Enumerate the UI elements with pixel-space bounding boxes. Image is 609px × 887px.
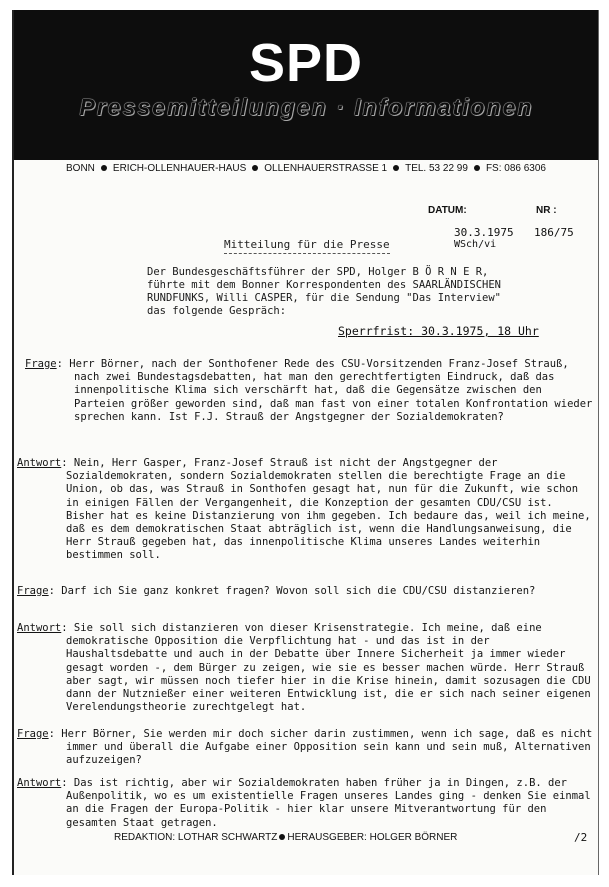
question-label: Frage [17, 728, 49, 740]
question-label: Frage [17, 585, 49, 597]
answer-label: Antwort [17, 457, 62, 469]
tel-label: TEL. [405, 163, 427, 174]
initials: WSch/vi [454, 239, 497, 250]
page-number: /2 [574, 831, 588, 844]
bullet-icon [101, 165, 107, 171]
answer-1: Antwort: Nein, Herr Gasper, Franz-Josef Strauß ist nicht der Angstgegner der Sozialdemokraten, sondern Sozialdemokraten stellen die berechtigte Frage an die Union, ob das, was Strauß in Sonthofen gesagt hat, nun für die Zukunft, wie schon in einigen Fällen der Vergangenheit, die Konzeption der gesamten CDU/CSU ist. Bisher hat es keine Distanzierung von ihm gegeben. Ich bedaure das, weil ich meine, daß es dem demokratischen Staat abträglich ist, wenn die Handlungsanweisung, die Herr Strauß gegeben hat, das innenpolitische Klima unseres Landes weiterhin bestimmen soll. [17, 457, 591, 562]
masthead [14, 10, 598, 160]
masthead-subtitle: Pressemitteilungen · Informationen [79, 94, 534, 120]
question-text: Darf ich Sie ganz konkret fragen? Wovon soll sich die CDU/CSU distanzieren? [61, 585, 536, 597]
question-3: Frage: Herr Börner, Sie werden mir doch sicher darin zustimmen, wenn ich sage, daß es nicht immer und überall die Aufgabe einer Opposition sein kann und sein muß, Alternativen aufzuzeigen? [17, 728, 593, 767]
address-line [14, 163, 598, 174]
footer-credits [114, 832, 457, 843]
answer-text: Sie soll sich distanzieren von dieser Krisenstrategie. Ich meine, daß eine demokratische Opposition die Verpflichtung hat - und das ist in der Haushaltsdebatte und auch in der Debatte über Innere Sicherheit ja immer wieder gesagt worden -, dem Bürger zu zeigen, wie sie es besser machen würde. Herr Strauß aber sagt, wir müssen noch tiefer hier in die Krise hinein, damit sozusagen die CDU dann der Nutznießer einer weiteren Entwicklung ist, die er sich nach seiner eigenen Verelendungstheorie zurechtgelegt hat. [66, 622, 591, 714]
address-city: BONN [66, 163, 95, 174]
footer-herausgeber: HERAUSGEBER: HOLGER BÖRNER [287, 832, 458, 843]
bullet-icon [252, 165, 258, 171]
address-house: ERICH-OLLENHAUER-HAUS [112, 163, 247, 174]
answer-label: Antwort [17, 622, 62, 634]
tel-number: 53 22 99 [429, 163, 468, 174]
datum-label: DATUM: [428, 205, 467, 216]
answer-3: Antwort: Das ist richtig, aber wir Sozialdemokraten haben früher ja in Dingen, z.B. der Außenpolitik, wo es um existentielle Fragen unseres Landes ging - denken Sie einmal an die Fragen der Europa-Politik - hier klar unsere Mitverantwortung für den gesamten Staat getragen. [17, 777, 591, 829]
answer-2: Antwort: Sie soll sich distanzieren von dieser Krisenstrategie. Ich meine, daß eine demokratische Opposition die Verpflichtung hat - und das ist in der Haushaltsdebatte und auch in der Debatte über Innere Sicherheit ja immer wieder gesagt worden -, dem Bürger zu zeigen, wie sie es besser machen würde. Herr Strauß aber sagt, wir müssen noch tiefer hier in die Krise hinein, damit sozusagen die CDU dann der Nutznießer einer weiteren Entwicklung ist, die er sich nach seiner eigenen Verelendungstheorie zurechtgelegt hat. [17, 622, 591, 714]
answer-label: Antwort [17, 777, 62, 789]
embargo-line: Sperrfrist: 30.3.1975, 18 Uhr [338, 324, 539, 338]
answer-text: Das ist richtig, aber wir Sozialdemokraten haben früher ja in Dingen, z.B. der Außenpolitik, wo es um existentielle Fragen unseres Landes ging - denken Sie einmal an die Fragen der Europa-Politik - hier klar unsere Mitverantwortung für den gesamten Staat getragen. [66, 777, 591, 829]
release-heading: Mitteilung für die Presse [224, 238, 390, 254]
answer-text: Nein, Herr Gasper, Franz-Josef Strauß ist nicht der Angstgegner der Sozialdemokraten, sondern Sozialdemokraten stellen die berechtigte Frage an die Union, ob das, was Strauß in Sonthofen gesagt hat, nun für die Zukunft, wie schon in einigen Fällen der Vergangenheit, die Konzeption der gesamten CDU/CSU ist. Bisher hat es keine Distanzierung von ihm gegeben. Ich bedaure das, weil ich meine, daß es dem demokratischen Staat abträglich ist, wenn die Handlungsanweisung, die Herr Strauß gegeben hat, das innenpolitische Klima unseres Landes weiterhin bestimmen soll. [66, 457, 591, 562]
question-label: Frage [25, 358, 57, 370]
question-2: Frage: Darf ich Sie ganz konkret fragen? Wovon soll sich die CDU/CSU distanzieren? [17, 585, 536, 597]
nr-value: 186/75 [534, 226, 574, 239]
bullet-icon [474, 165, 480, 171]
fs-label: FS: [485, 163, 502, 174]
press-release-page [12, 10, 599, 875]
question-1: Frage: Herr Börner, nach der Sonthofener Rede des CSU-Vorsitzenden Franz-Josef Strauß, nach zwei Bundestagsdebatten, hat man den gerechtfertigten Eindruck, daß das innenpolitische Klima sich verschärft hat, daß die Gegensätze zwischen den Parteien größer geworden sind, daß man fast von einer totalen Konfrontation wieder sprechen kann. Ist F.J. Strauß der Angstgegner der Sozialdemokraten? [25, 358, 593, 423]
date-value: 30.3.1975 [454, 226, 514, 239]
bullet-icon [279, 834, 285, 840]
address-number: 1 [381, 163, 388, 174]
fs-number: 086 6306 [504, 163, 546, 174]
footer-redaktion: REDAKTION: LOTHAR SCHWARTZ [114, 832, 278, 843]
question-text: Herr Börner, Sie werden mir doch sicher darin zustimmen, wenn ich sage, daß es nicht immer und überall die Aufgabe einer Opposition sein kann und sein muß, Alternativen aufzuzeigen? [61, 728, 593, 767]
spd-logo: SPD [248, 33, 364, 93]
address-street: OLLENHAUERSTRASSE [264, 163, 379, 174]
intro-paragraph: Der Bundesgeschäftsführer der SPD, Holger B Ö R N E R, führte mit dem Bonner Korrespondenten des SAARLÄNDISCHEN RUNDFUNKS, Willi CASPER, für die Sendung "Das Interview" das folgende Gespräch: [147, 266, 502, 317]
question-text: Herr Börner, nach der Sonthofener Rede des CSU-Vorsitzenden Franz-Josef Strauß, nach zwei Bundestagsdebatten, hat man den gerechtfertigten Eindruck, daß das innenpolitische Klima sich verschärft hat, daß die Gegensätze zwischen den Parteien größer geworden sind, daß man fast von einer totalen Konfrontation wieder sprechen kann. Ist F.J. Strauß der Angstgegner der Sozialdemokraten? [69, 358, 593, 423]
nr-label: NR : [536, 205, 557, 216]
bullet-icon [393, 165, 399, 171]
